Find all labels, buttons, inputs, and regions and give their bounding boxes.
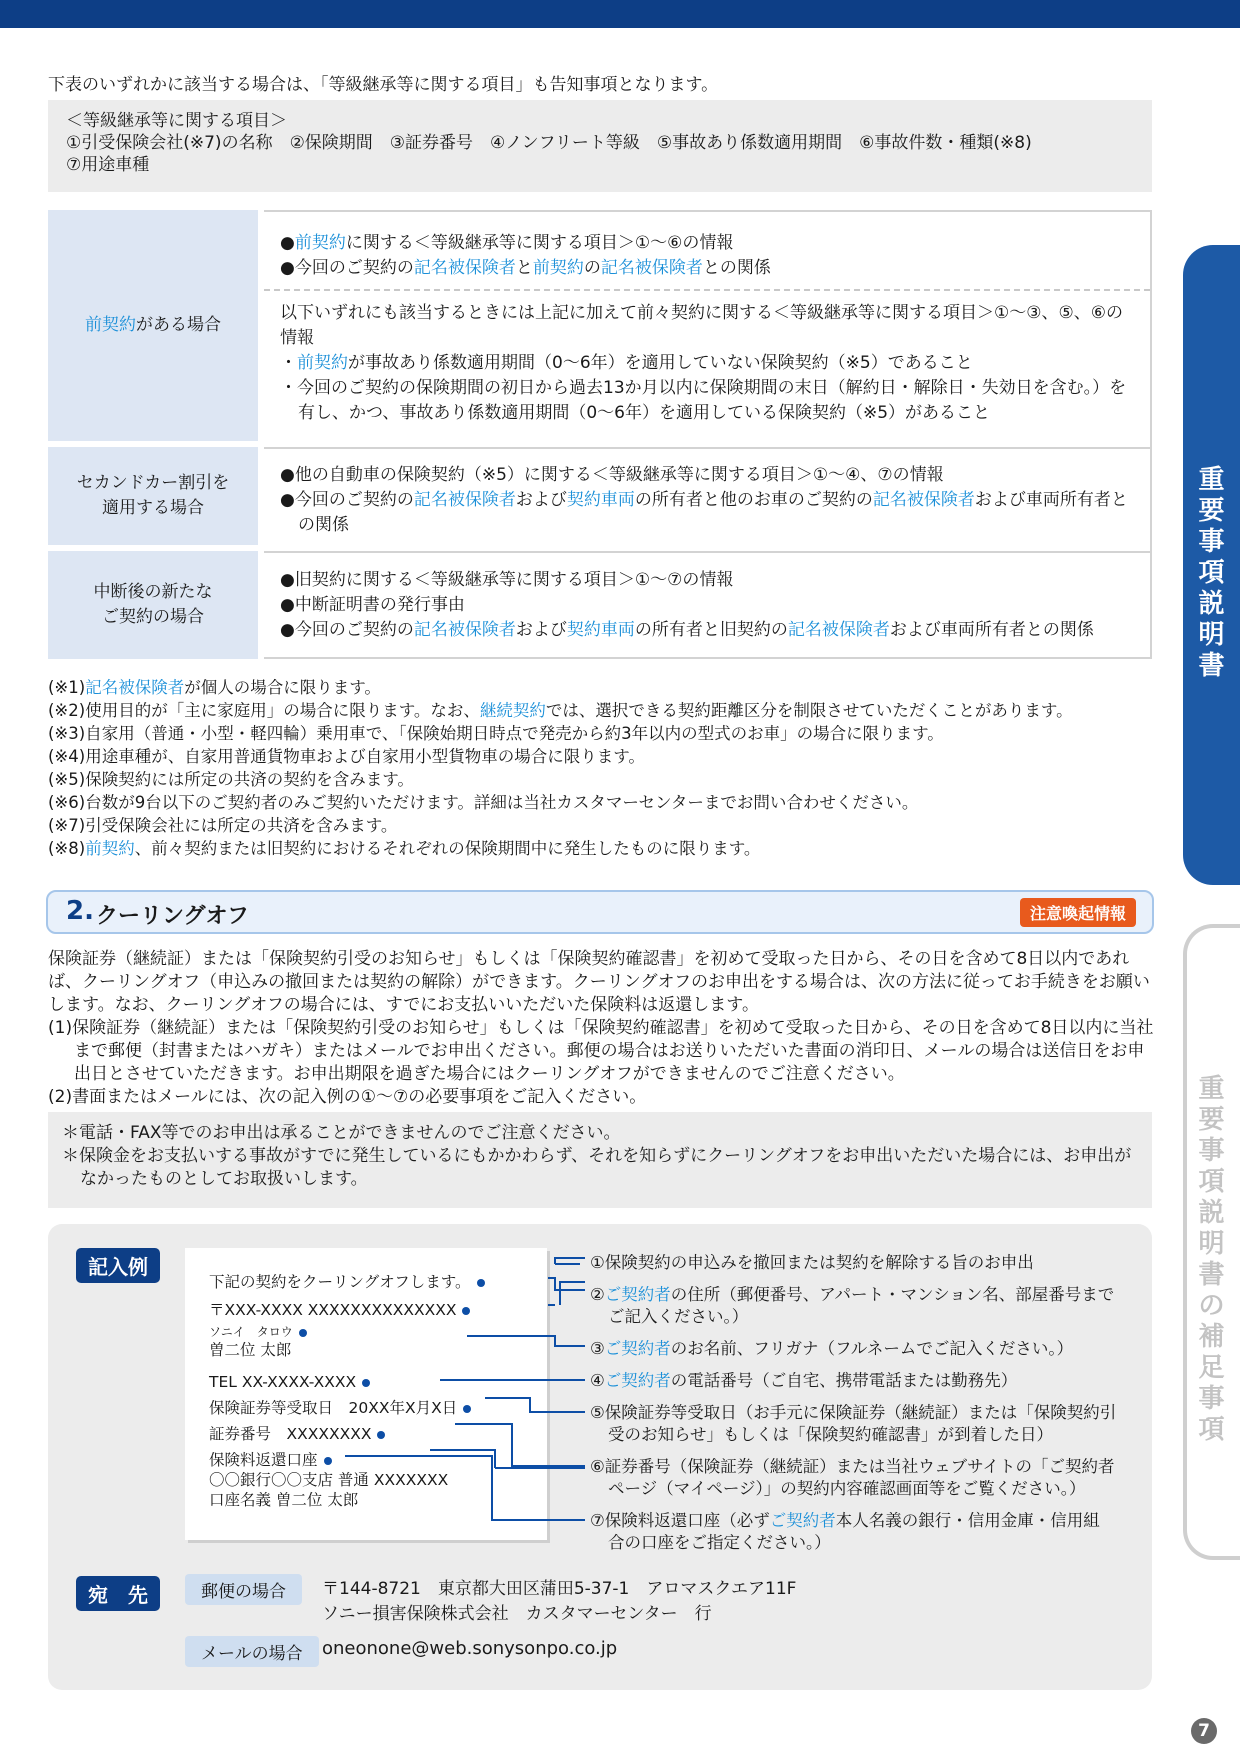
keyword: 記名被保険者 bbox=[413, 258, 516, 278]
footnote: (※4)用途車種が、自家用普通貨物車および自家用小型貨物車の場合に限ります。 bbox=[48, 747, 645, 766]
footnote: (※5)保険契約には所定の共済の契約を含みます。 bbox=[48, 770, 414, 789]
keyword: 前契約 bbox=[85, 839, 135, 858]
keyword: 継続契約 bbox=[479, 701, 546, 720]
paragraph: (2)書面またはメールには、次の記入例の①〜⑦の必要事項をご記入ください。 bbox=[48, 1087, 647, 1107]
content-line: ・前契約が事故あり係数適用期間（0〜6年）を適用していない保険契約（※5）であること bbox=[280, 353, 973, 373]
paper-line: 下記の契約をクーリングオフします。 bbox=[209, 1272, 485, 1292]
content-line: ・今回のご契約の保険期間の初日から過去13か月以内に保険期間の末日（解約日・解除日・失効日を含む。）を有し、かつ、事故あり係数適用期間（0〜6年）を適用している保険契約（※5）があること bbox=[280, 378, 1127, 423]
content-line: ●今回のご契約の記名被保険者および契約車両の所有者と旧契約の記名被保険者および車両所有者との関係 bbox=[280, 619, 1094, 640]
post-label: 郵便の場合 bbox=[185, 1574, 302, 1605]
example-label-5: ⑤保険証券等受取日（お手元に保険証券（継続証）または「保険契約引 受のお知らせ」もしくは「保険契約確認書」が到着した日） bbox=[590, 1403, 1117, 1444]
section-number: 2. bbox=[66, 896, 94, 926]
content-line: ●他の自動車の保険契約（※5）に関する＜等級継承等に関する項目＞①〜④、⑦の情報 bbox=[280, 464, 944, 485]
paper-line: 保険証券等受取日 20XX年X月X日 bbox=[209, 1398, 471, 1418]
side-tab-label: 重 要 事 項 説 明 書 の 補 足 事 項 bbox=[1198, 1074, 1225, 1445]
items-line2: ⑦用途車種 bbox=[66, 155, 150, 175]
example-label-3: ③ご契約者のお名前、フリガナ（フルネームでご記入ください。） bbox=[590, 1339, 1074, 1358]
keyword: 記名被保険者 bbox=[413, 489, 516, 510]
warning-line: ＊電話・FAX等でのお申出は承ることができませんのでご注意ください。 bbox=[62, 1123, 621, 1143]
keyword: ご契約者 bbox=[604, 1285, 671, 1304]
paper-line: 〇〇銀行〇〇支店 普通 XXXXXXX bbox=[209, 1471, 449, 1489]
keyword: 契約車両 bbox=[566, 619, 635, 640]
keyword: 記名被保険者 bbox=[85, 678, 185, 697]
mail-address[interactable]: oneonone@web.sonysonpo.co.jp bbox=[322, 1638, 618, 1659]
content-line: ●今回のご契約の記名被保険者および契約車両の所有者と他のお車のご契約の記名被保険者および車両所有者との関係 bbox=[280, 489, 1128, 535]
side-tab-supplement[interactable] bbox=[1183, 924, 1240, 1560]
keyword: 契約車両 bbox=[566, 489, 635, 510]
example-label-2: ②ご契約者の住所（郵便番号、アパート・マンション名、部屋番号まで ご記入ください。） bbox=[590, 1285, 1115, 1326]
row-header: セカンドカー割引を 適用する場合 bbox=[48, 447, 264, 551]
mail-label: メールの場合 bbox=[185, 1636, 319, 1667]
footnote: (※3)自家用（普通・小型・軽四輪）乗用車で、「保険始期日時点で発売から約3年以内の型式のお車」の場合に限ります。 bbox=[48, 724, 944, 743]
post-address: 〒144-8721 東京都大田区蒲田5-37-1 アロマスクエア11F ソニー損害保険株式会社 カスタマーセンター 行 bbox=[322, 1579, 797, 1624]
example-label-7: ⑦保険料返還口座（必ずご契約者本人名義の銀行・信用金庫・信用組 合の口座をご指定ください。） bbox=[590, 1511, 1100, 1552]
footnote: (※6)台数が9台以下のご契約者のみご契約いただけます。詳細は当社カスタマーセンターまでお問い合わせください。 bbox=[48, 793, 919, 812]
keyword: 前契約 bbox=[294, 233, 346, 253]
keyword: 記名被保険者 bbox=[787, 619, 890, 640]
keyword: 記名被保険者 bbox=[872, 489, 975, 510]
keyword: ご契約者 bbox=[769, 1511, 836, 1530]
row-header: 中断後の新たな ご契約の場合 bbox=[48, 551, 264, 659]
keyword: ご契約者 bbox=[604, 1339, 671, 1358]
paragraph: 保険証券（継続証）または「保険契約引受のお知らせ」もしくは「保険契約確認書」を初めて受取った日から、その日を含めて8日以内であれば、クーリングオフ（申込みの撤回または契約の解除）ができます。クーリングオフのお申出をする場合は、次の方法に従ってお手続きをお願いします。なお、クーリングオフの場合には、すでにお支払いいただいた保険料は返還します。 bbox=[48, 949, 1150, 1015]
example-tag: 記入例 bbox=[76, 1248, 160, 1283]
warning-line: ＊保険金をお支払いする事故がすでに発生しているにもかかわらず、それを知らずにクーリングオフをお申出いただいた場合には、お申出がなかったものとしてお取扱いします。 bbox=[62, 1146, 1132, 1189]
intro-text: 下表のいずれかに該当する場合は、「等級継承等に関する項目」も告知事項となります。 bbox=[48, 75, 719, 95]
side-tab-active[interactable] bbox=[1183, 245, 1240, 885]
items-line1: ①引受保険会社(※7)の名称 ②保険期間 ③証券番号 ④ノンフリート等級 ⑤事故あり係数適用期間 ⑥事故件数・種類(※8) bbox=[66, 133, 1032, 153]
example-label-6: ⑥証券番号（保険証券（継続証）または当社ウェブサイトの「ご契約者 ページ（マイページ）」の契約内容確認画面等をご覧ください。） bbox=[590, 1457, 1115, 1498]
paragraph: (1)保険証券（継続証）または「保険契約引受のお知らせ」もしくは「保険契約確認書」を初めて受取った日から、その日を含めて8日以内に当社まで郵便（封書またはハガキ）またはメールでお申出ください。郵便の場合はお送りいただいた書面の消印日、メールの場合は送信日をお申出日とさせていただきます。お申出期限を過ぎた場合にはクーリングオフができませんのでご注意ください。 bbox=[48, 1018, 1154, 1084]
items-title: ＜等級継承等に関する項目＞ bbox=[66, 111, 287, 131]
side-tab-label: 重 要 事 項 説 明 書 bbox=[1198, 465, 1225, 681]
keyword: 前契約 bbox=[297, 353, 348, 373]
paper-line: 口座名義 曽二位 太郎 bbox=[209, 1491, 359, 1509]
paper-line: 曽二位 太郎 bbox=[209, 1341, 292, 1359]
paper-line: TEL XX-XXXX-XXXX bbox=[209, 1372, 370, 1392]
footnote: (※7)引受保険会社には所定の共済を含みます。 bbox=[48, 816, 398, 835]
content-line: ●旧契約に関する＜等級継承等に関する項目＞①〜⑦の情報 bbox=[280, 569, 734, 590]
row-header-text: がある場合 bbox=[136, 315, 221, 335]
footnote: (※8)前契約、前々契約または旧契約におけるそれぞれの保険期間中に発生したものに限ります。 bbox=[48, 839, 761, 858]
content-line: 以下いずれにも該当するときには上記に加えて前々契約に関する＜等級継承等に関する項目＞①〜③、⑤、⑥の情報 bbox=[280, 303, 1123, 348]
paper-line: 〒XXX-XXXX XXXXXXXXXXXXXX bbox=[209, 1300, 470, 1320]
paper-line: 証券番号 XXXXXXXX bbox=[209, 1424, 385, 1444]
keyword: 前契約 bbox=[85, 315, 136, 335]
content-line: ●前契約に関する＜等級継承等に関する項目＞①〜⑥の情報 bbox=[280, 233, 734, 253]
content-line: ●中断証明書の発行事由 bbox=[280, 594, 465, 615]
keyword: 記名被保険者 bbox=[600, 258, 703, 278]
caution-badge: 注意喚起情報 bbox=[1020, 898, 1136, 927]
section-title: クーリングオフ bbox=[96, 904, 249, 929]
content-line: ●今回のご契約の記名被保険者と前契約の記名被保険者との関係 bbox=[280, 258, 771, 278]
keyword: ご契約者 bbox=[604, 1371, 671, 1390]
destination-tag: 宛 先 bbox=[76, 1576, 160, 1611]
keyword: 記名被保険者 bbox=[413, 619, 516, 640]
footnote: (※2)使用目的が「主に家庭用」の場合に限ります。なお、継続契約では、選択できる契約距離区分を制限させていただくことがあります。 bbox=[48, 701, 1073, 720]
example-label-4: ④ご契約者の電話番号（ご自宅、携帯電話または勤務先） bbox=[590, 1371, 1018, 1390]
paper-line: 保険料返還口座 bbox=[209, 1450, 332, 1470]
keyword: 前契約 bbox=[532, 258, 584, 278]
paper-line: ソニイ タロウ bbox=[209, 1324, 307, 1340]
page-number: 7 bbox=[1191, 1718, 1217, 1744]
example-label-1: ①保険契約の申込みを撤回または契約を解除する旨のお申出 bbox=[590, 1253, 1034, 1272]
footnote: (※1)記名被保険者が個人の場合に限ります。 bbox=[48, 678, 381, 697]
